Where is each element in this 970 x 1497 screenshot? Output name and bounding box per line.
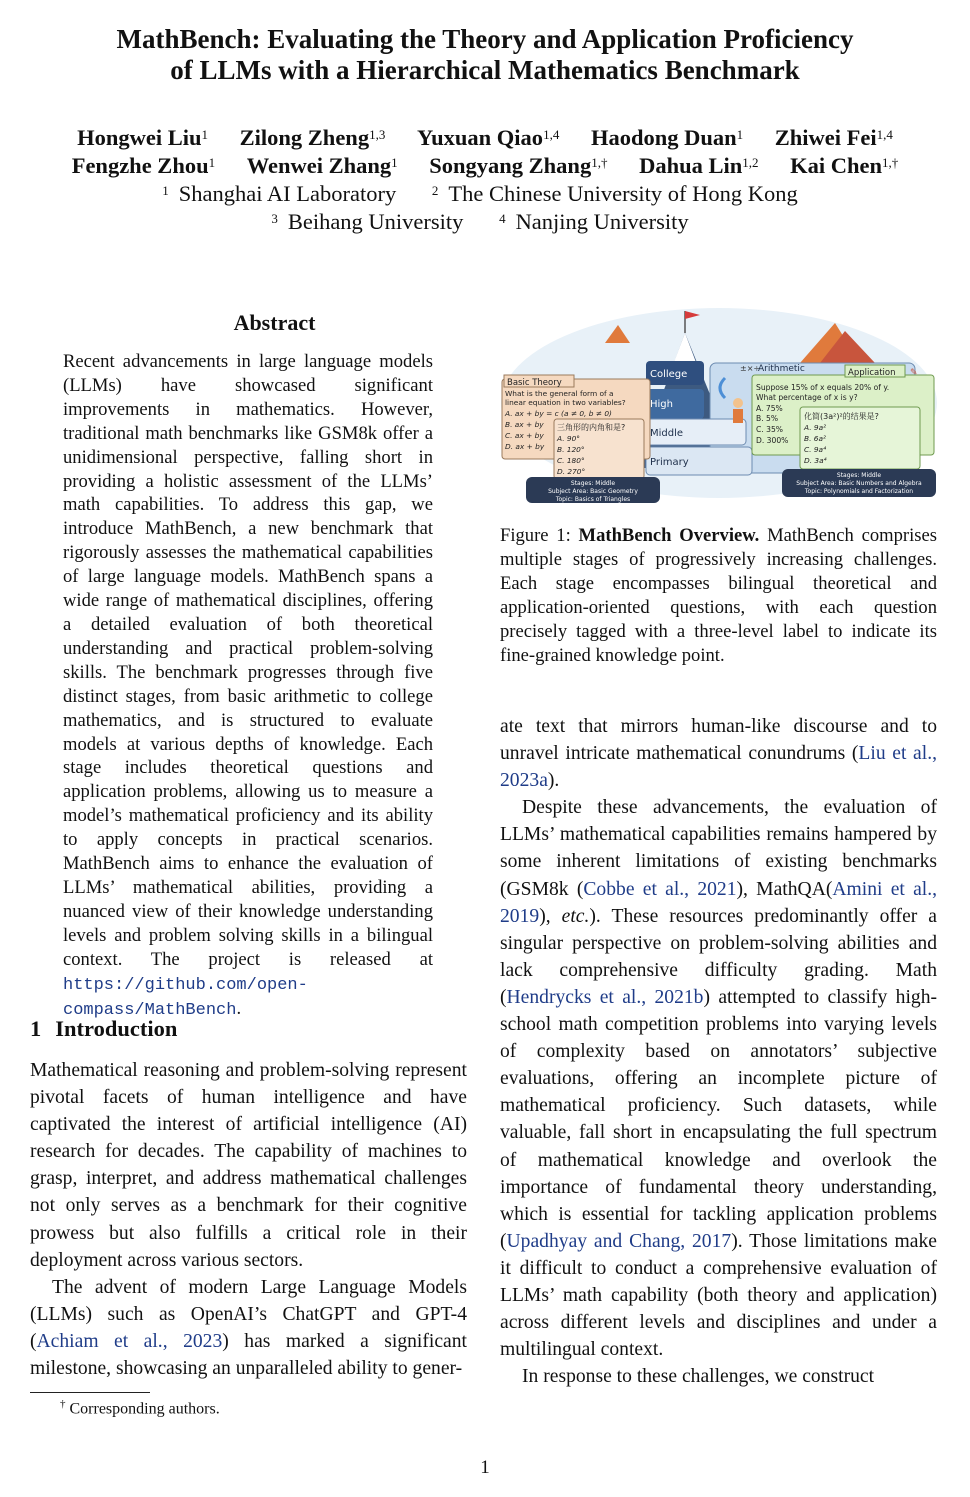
caption-bold: MathBench Overview. <box>578 525 760 546</box>
section-heading <box>30 1016 177 1042</box>
author: Dahua Lin$^{1,2}$ <box>639 153 759 178</box>
author: Wenwei Zhang$^1$ <box>246 153 398 178</box>
title-line-1: MathBench: Evaluating the Theory and Application Proficiency <box>116 24 854 54</box>
application-option-2: D. 3a⁴ <box>804 456 827 465</box>
climber-icon <box>733 398 743 408</box>
citation-link[interactable]: Amini et al., 2019 <box>500 878 938 927</box>
author-row-1 <box>20 124 950 152</box>
label-left-subject: Subject Area: Basic Geometry <box>548 488 638 495</box>
author: Haodong Duan$^1$ <box>590 125 744 150</box>
intro-paragraph-2-start: The advent of modern Large Language Models (LLMs) such as OpenAI’s ChatGPT and GPT-4 (Achiam et al., 2023) has marked a significant milestone, showcasing an unparalleled ability to gener- <box>30 1276 467 1380</box>
mathbench-overview-figure <box>500 303 938 503</box>
application-option: C. 35% <box>756 425 784 434</box>
author: Zhiwei Fei$^{1,4}$ <box>774 125 893 150</box>
theory-option-2: A. 90° <box>557 434 580 443</box>
arithmetic-label: Arithmetic <box>758 364 805 374</box>
etc-text: etc. <box>561 905 590 927</box>
intro-paragraph-2-right-rest: ate text that mirrors human-like discourse and to unravel intricate mathematical conundrums ( <box>500 716 937 765</box>
application-option-2: A. 9a² <box>804 423 827 432</box>
figure-caption <box>500 524 937 668</box>
affiliation-row-2 <box>20 208 950 236</box>
author-row-2 <box>20 152 950 180</box>
theory-option: D. ax + by <box>505 442 545 451</box>
project-url-link[interactable]: https://github.com/open-compass/MathBench <box>63 975 308 1021</box>
plus-minus-icon: ±×÷ <box>740 364 761 373</box>
author: Hongwei Liu$^1$ <box>77 125 209 150</box>
author: Fengzhe Zhou$^1$ <box>71 153 216 178</box>
abstract-end: . <box>236 998 242 1020</box>
citation-link[interactable]: Cobbe et al., 2021 <box>583 878 737 900</box>
abstract-text: Recent advancements in large language models (LLMs) have showcased significant improvements in mathematics. However, traditional math benchmarks like GSM8k offer a unidimensional perspective, falling short in providing a holistic assessment of the LLMs’ math capabilities. To address this gap, we introduce MathBench, a new benchmark that rigorously assesses the mathematical capabilities of large language models. MathBench spans a wide range of mathematical disciplines, offering a detailed evaluation of both theoretical understanding and practical problem-solving skills. The benchmark progresses through five distinct stages, from basic arithmetic to college mathematics, and is structured to evaluate models at various depths of knowledge. Each stage includes theoretical questions and application problems, allowing us to measure a model’s mathematical proficiency and its ability to apply concepts in practical scenarios. MathBench aims to enhance the evaluation of LLMs’ mathematical abilities, providing a nuanced view of their knowledge understanding levels and problem solving skills in a bilingual context. The project is released at <box>63 351 433 970</box>
footnote-mark: † <box>60 1398 66 1410</box>
footnote-text: Corresponding authors. <box>69 1400 220 1418</box>
application-tag-label: Application <box>848 368 896 378</box>
theory-question-line: linear equation in two variables? <box>505 398 626 407</box>
citation-link[interactable]: Liu et al., 2023a <box>500 743 937 792</box>
title-line-2: of LLMs with a Hierarchical Mathematics Benchmark <box>170 55 800 85</box>
theory-tag-label: Basic Theory <box>507 378 562 388</box>
theory-option: A. ax + by = c (a ≠ 0, b ≠ 0) <box>505 409 612 418</box>
citation-link[interactable]: Achiam et al., 2023 <box>36 1330 223 1352</box>
intro-paragraph-4: In response to these challenges, we construct <box>522 1366 875 1388</box>
section-title: Introduction <box>55 1016 178 1041</box>
affiliation: $^4$ Nanjing University <box>499 209 689 234</box>
paren-close: ). <box>547 770 560 792</box>
section-number: 1 <box>30 1016 42 1041</box>
affiliation: $^1$ Shanghai AI Laboratory <box>162 181 397 206</box>
application-option-2: C. 9a⁴ <box>804 445 827 454</box>
application-question-line: What percentage of x is y? <box>756 393 858 402</box>
author: Yuxuan Qiao$^{1,4}$ <box>416 125 560 150</box>
stage-high-label: High <box>650 399 673 410</box>
stage-college-label: College <box>650 369 688 380</box>
pencil-icon: ✎ <box>910 368 918 378</box>
affiliation: $^3$ Beihang University <box>271 209 464 234</box>
abstract-body <box>63 350 433 1023</box>
intro-paragraph-2-left-rest: ) has marked a significant milestone, showcasing an unparalleled ability to gener- <box>30 1330 467 1380</box>
footnote-rule <box>30 1392 150 1393</box>
author-block <box>20 124 950 236</box>
theory-option-2: B. 120° <box>557 445 585 454</box>
theory-option-2: D. 270° <box>557 467 586 476</box>
label-right-subject: Subject Area: Basic Numbers and Algebra <box>796 480 922 487</box>
author: Kai Chen$^{1,\dagger}$ <box>790 153 899 178</box>
affiliation-row-1 <box>20 180 950 208</box>
page-number: 1 <box>480 1457 490 1478</box>
theory-option: B. ax + by <box>505 420 544 429</box>
author: Zilong Zheng$^{1,3}$ <box>239 125 386 150</box>
label-left-stage: Stages: Middle <box>570 480 616 487</box>
theory-option: C. ax + by <box>505 431 544 440</box>
abstract-heading: Abstract <box>233 310 316 335</box>
caption-text: MathBench comprises multiple stages of progressively increasing challenges. Each stage encompasses bilingual theoretical and application-oriented questions, with each question precisely tagged with a three-level label to indicate its fine-grained knowledge point. <box>500 525 937 666</box>
theory-option-2: C. 180° <box>557 456 585 465</box>
intro-paragraph-1: Mathematical reasoning and problem-solving represent pivotal facets of human intelligence and have captivated the interest of artificial intelligence (AI) research for decades. The capability of machines to grasp, interpret, and address mathematical challenges not only serves as a benchmark for their cognitive prowess but also fulfills a critical role in their deployment across various sectors. <box>30 1060 467 1271</box>
author: Songyang Zhang$^{1,\dagger}$ <box>429 153 608 178</box>
caption-label: Figure 1: <box>500 525 571 546</box>
stage-middle-label: Middle <box>650 428 684 439</box>
intro-right-column <box>500 713 937 1390</box>
theory-question-line: What is the general form of a <box>505 389 614 398</box>
intro-left-column <box>30 1057 467 1382</box>
intro-paragraph-2-continued <box>500 713 937 794</box>
application-option: B. 5% <box>756 414 779 423</box>
application-question-line: Suppose 15% of x equals 20% of y. <box>756 383 890 392</box>
label-left-topic: Topic: Basics of Triangles <box>555 496 631 503</box>
intro-paragraph-3: Despite these advancements, the evaluation of LLMs’ mathematical capabilities remains hampered by some inherent limitations of existing benchmarks (GSM8k (Cobbe et al., 2021), MathQA(Amini et al., 2019), etc.). These resources predominantly offer a singular perspective on problem-solving abilities and lack comprehensive difficulty grading. Math (Hendrycks et al., 2021b) attempted to classify high-school math competition problems into varying levels of complexity based on annotators’ subjective evaluations, offering an incomplete picture of mathematical proficiency. Such datasets, while valuable, fall short in encapsulating the full spectrum of mathematical knowledge and overlook the importance of fundamental theory understanding, which is essential for tackling application problems (Upadhyay and Chang, 2017). Those limitations make it difficult to conduct a comprehensive evaluation of LLMs’ math capability (both theory and application) across different levels and disciplines and under a multilingual context. <box>500 797 938 1361</box>
label-right-topic: Topic: Polynomials and Factorization <box>804 488 914 495</box>
footnote <box>60 1398 220 1418</box>
affiliation: $^2$ The Chinese University of Hong Kong <box>431 181 798 206</box>
climber-body <box>733 409 743 423</box>
application-option: A. 75% <box>756 404 783 413</box>
stage-primary-label: Primary <box>650 457 689 468</box>
citation-link[interactable]: Hendrycks et al., 2021b <box>506 986 704 1008</box>
label-right-stage: Stages: Middle <box>836 472 882 479</box>
paper-title <box>40 24 930 86</box>
application-option: D. 300% <box>756 436 789 445</box>
theory-question-2: 三角形的内角和是? <box>557 423 626 432</box>
application-option-2: B. 6a² <box>804 434 826 443</box>
citation-link[interactable]: Upadhyay and Chang, 2017 <box>506 1230 732 1252</box>
application-question-2: 化简(3a²)²的结果是? <box>804 412 879 421</box>
